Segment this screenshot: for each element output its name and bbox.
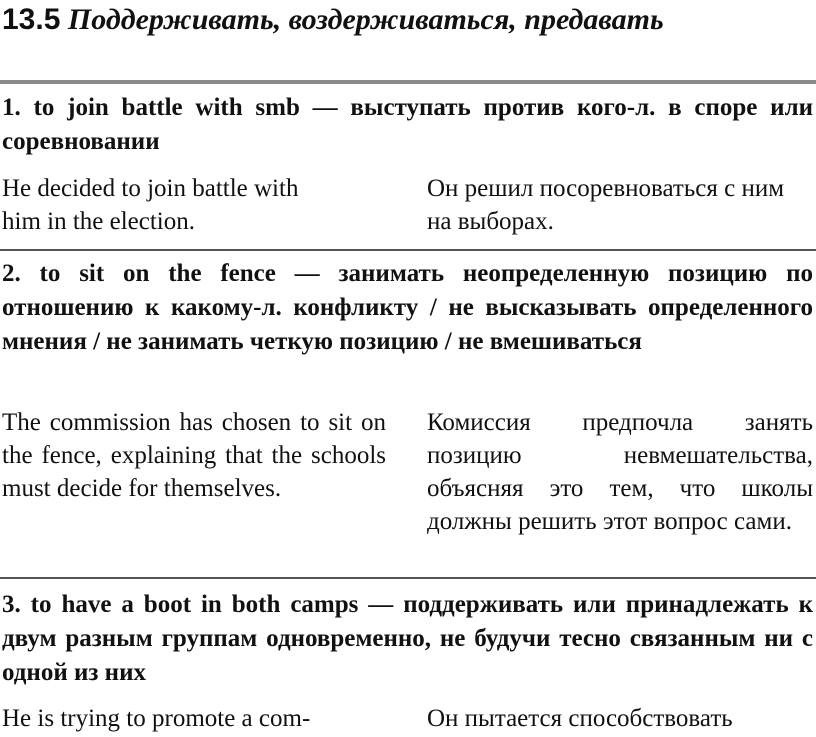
entry-2-example-ru: Комиссия предпочла занять позицию невмешательства, объясняя это тем, что школы должны решить этот вопрос сами. xyxy=(427,409,813,535)
entry-3-heading: 3. to have a boot in both camps — поддерживать или принадлежать к двум разным группам одновременно, не будучи тесно связанным ни с одной из них xyxy=(2,591,813,686)
entry-divider-1 xyxy=(0,249,816,251)
section-title: Поддерживать, воздерживаться, предавать xyxy=(67,3,664,36)
entry-3-example-ru: Он пытается способствовать xyxy=(427,705,733,732)
entry-2-example-en: The commission has chosen to sit on the fence, explaining that the schools must decide for themselves. xyxy=(2,409,386,502)
section-divider xyxy=(0,80,816,84)
entry-divider-2 xyxy=(0,577,816,579)
entry-1-example-en: He decided to join battle with him in the election. xyxy=(2,175,299,235)
entry-2-heading: 2. to sit on the fence — занимать неопределенную позицию по отношению к какому-л. конфликту / не высказывать определенного мнения / не занимать четкую позицию / не вмешиваться xyxy=(2,260,813,355)
entry-1-heading: 1. to join battle with smb — выступать против кого-л. в споре или соревновании xyxy=(2,94,813,155)
section-number: 13.5 xyxy=(2,3,61,36)
section-heading xyxy=(2,2,664,38)
entry-1-example-ru: Он решил посоревноваться с ним на выборах. xyxy=(427,175,785,235)
entry-3-example-en: He is trying to promote a com- xyxy=(2,705,311,732)
